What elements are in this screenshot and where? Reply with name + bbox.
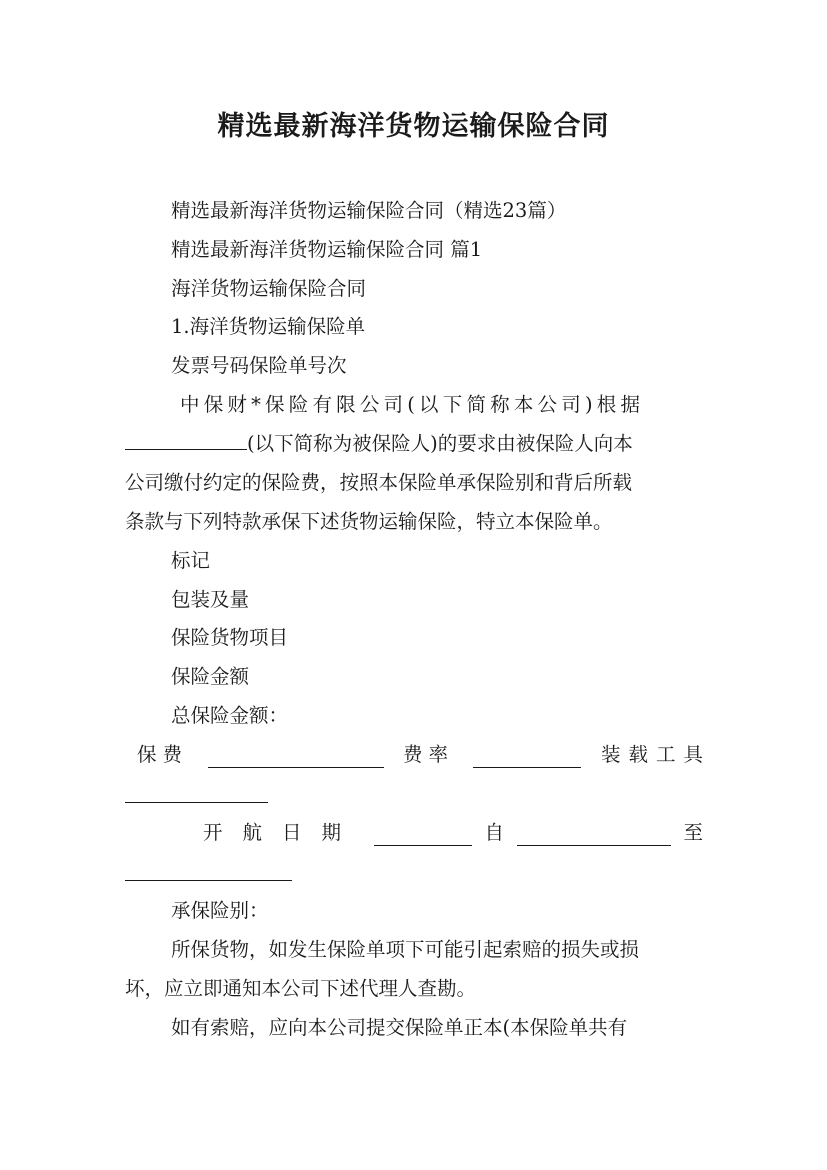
paragraph-1-line-2	[125, 431, 703, 457]
from-label: 自	[484, 821, 504, 844]
packing-label: 包装及量	[171, 588, 250, 611]
paragraph-1-line-4: 条款与下列特款承保下述货物运输保险，特立本保险单。	[125, 510, 613, 533]
paragraph-2-line-2: 坏，应立即通知本公司下述代理人查勘。	[125, 977, 477, 1000]
marks-label: 标记	[171, 549, 211, 572]
contract-heading: 海洋货物运输保险合同	[171, 277, 367, 300]
paragraph-2-line-1: 所保货物，如发生保险单项下可能引起索赔的损失或损	[171, 938, 640, 961]
fee-blank[interactable]	[208, 749, 384, 768]
amount-label: 保险金额	[171, 665, 250, 688]
p1a-text: 中保财*保险有限公司(以下简称本公司)根据	[180, 393, 645, 416]
paragraph-3-line-1: 如有索赔，应向本公司提交保险单正本(本保险单共有	[171, 1016, 628, 1039]
sailing-date-blank[interactable]	[374, 827, 472, 846]
fee-rate-row	[125, 742, 711, 768]
rate-blank[interactable]	[473, 749, 581, 768]
paragraph-1-line-3: 公司缴付约定的保险费，按照本保险单承保险别和背后所载	[125, 471, 633, 494]
fee-label: 保费	[137, 743, 189, 766]
p1b-text: (以下简称为被保险人)的要求由被保险人向本	[247, 432, 633, 455]
paragraph-1-line-1	[125, 392, 703, 418]
tool-label: 装载工具	[600, 743, 711, 766]
policy-heading: 1.海洋货物运输保险单	[171, 315, 366, 338]
to-label: 至	[683, 821, 703, 844]
section-heading: 精选最新海洋货物运输保险合同 篇1	[171, 238, 483, 261]
coverage-label: 承保险别：	[171, 899, 269, 922]
document-title: 精选最新海洋货物运输保险合同	[217, 111, 610, 142]
to-blank[interactable]	[125, 879, 292, 881]
tool-blank[interactable]	[125, 801, 268, 803]
rate-label: 费率	[402, 743, 454, 766]
invoice-line: 发票号码保险单号次	[171, 354, 347, 377]
subtitle-line: 精选最新海洋货物运输保险合同（精选23篇）	[171, 199, 567, 222]
sailing-date-label: 开航日期	[203, 821, 362, 844]
sailing-date-row	[125, 820, 703, 846]
goods-label: 保险货物项目	[171, 626, 289, 649]
total-amount-label: 总保险金额：	[171, 704, 289, 727]
from-blank[interactable]	[517, 827, 671, 846]
insured-name-blank[interactable]	[125, 431, 247, 450]
